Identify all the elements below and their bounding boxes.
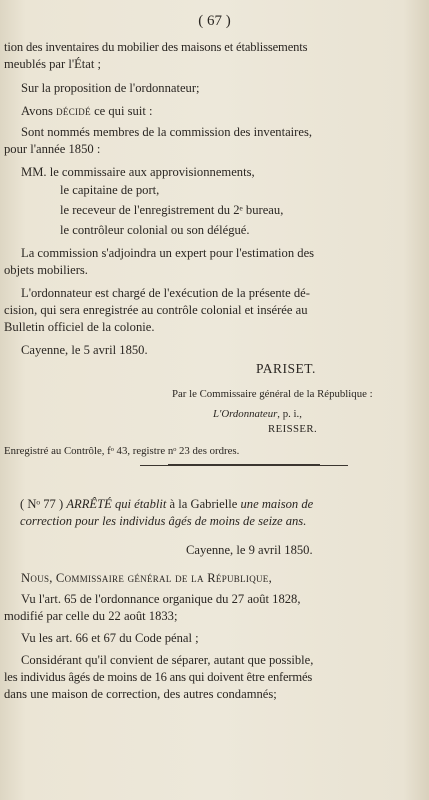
- text-line: Par le Commissaire général de la République :: [172, 388, 373, 400]
- text-line: L'ordonnateur est chargé de l'exécution de la présente dé-: [21, 286, 310, 300]
- decree-title-line: correction pour les individus âgés de moins de seize ans.: [20, 514, 307, 528]
- signature-name: REISSER.: [268, 423, 318, 435]
- text-line: Enregistré au Contrôle, fᵒ 43, registre nᵒ 23 des ordres.: [4, 445, 240, 457]
- section-divider: [168, 464, 320, 466]
- text-line: L'Ordonnateur, p. i.,: [213, 408, 302, 420]
- text-line: MM. le commissaire aux approvisionnements,: [21, 165, 255, 179]
- text-line: meublés par l'État ;: [4, 57, 102, 71]
- text-line: La commission s'adjoindra un expert pour l'estimation des: [21, 246, 315, 260]
- text-line: modifié par celle du 22 août 1833;: [4, 609, 178, 623]
- text-line: Sur la proposition de l'ordonnateur;: [21, 81, 200, 95]
- text-line: le capitaine de port,: [60, 183, 160, 197]
- text-line: cision, qui sera enregistrée au contrôle colonial et insérée au: [4, 303, 308, 317]
- date-line: Cayenne, le 9 avril 1850.: [186, 543, 313, 557]
- page-number: ( 67 ): [198, 13, 231, 29]
- text-line: le contrôleur colonial ou son délégué.: [60, 223, 250, 237]
- text-line: Sont nommés membres de la commission des inventaires,: [21, 125, 313, 139]
- text-line: Considérant qu'il convient de séparer, autant que possible,: [21, 653, 314, 667]
- text-line: objets mobiliers.: [4, 263, 88, 277]
- text-line: Bulletin officiel de la colonie.: [4, 320, 155, 334]
- text-line: les individus âgés de moins de 16 ans qui doivent être enfermés: [4, 670, 313, 684]
- text-line: pour l'année 1850 :: [4, 142, 101, 156]
- text-line: Vu l'art. 65 de l'ordonnance organique du 27 août 1828,: [21, 592, 301, 606]
- decree-title-line: ( Nᵒ 77 ) ARRÊTÉ qui établit à la Gabrielle une maison de: [20, 497, 314, 511]
- text-line: Nous, Commissaire général de la République,: [21, 571, 273, 585]
- text-line: Avons décidé ce qui suit :: [21, 104, 153, 118]
- text-line: dans une maison de correction, des autres condamnés;: [4, 687, 277, 701]
- date-line: Cayenne, le 5 avril 1850.: [21, 343, 148, 357]
- text-line: Vu les art. 66 et 67 du Code pénal ;: [21, 631, 199, 645]
- text-line: le receveur de l'enregistrement du 2ᵉ bureau,: [60, 203, 284, 217]
- text-line: tion des inventaires du mobilier des maisons et établissements: [4, 40, 308, 54]
- signature-name: PARISET.: [256, 361, 316, 376]
